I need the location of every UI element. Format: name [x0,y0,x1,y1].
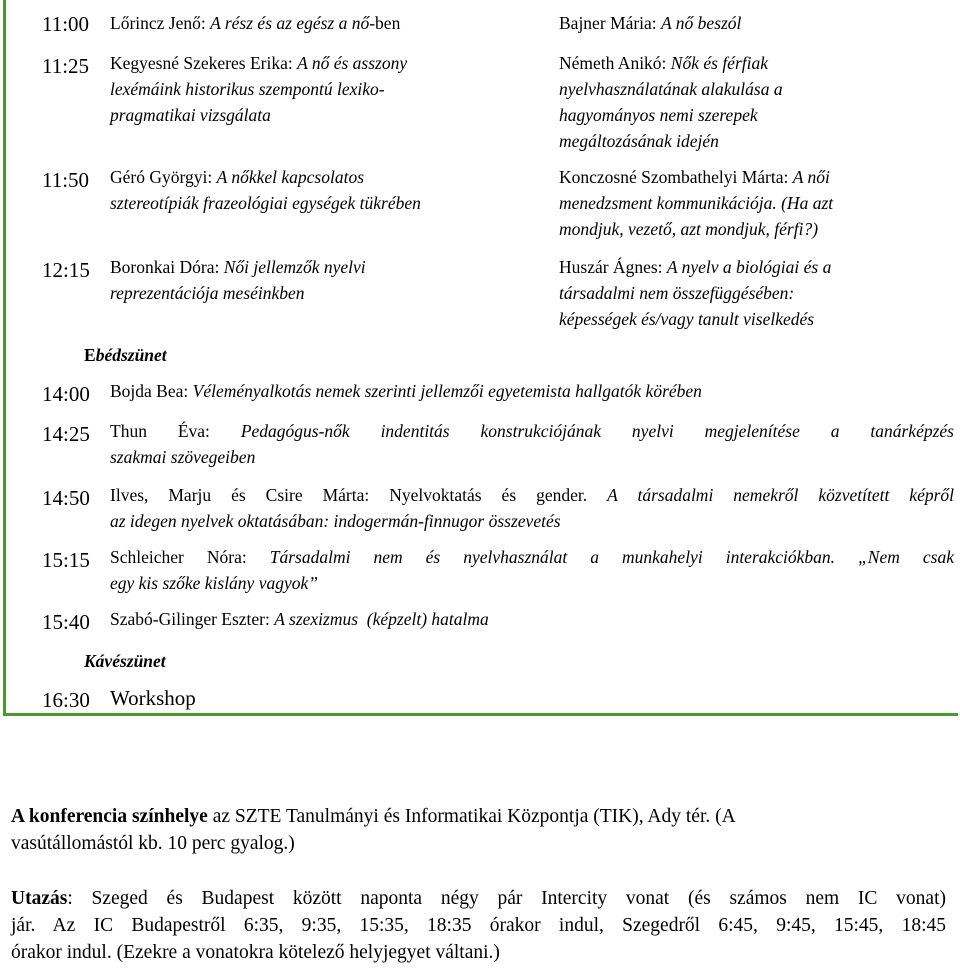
title-line: pragmatikai vizsgálata [110,105,271,125]
talk-1215-right [559,254,831,332]
author: Bajner Mária: [559,13,662,33]
time-1125: 11:25 [42,54,90,78]
title-line: reprezentációja meséinkben [110,283,305,303]
schedule-panel [3,0,958,716]
author: Bojda Bea: [110,381,193,401]
title-line: sztereotípiák frazeológiai egységek tükrében [110,193,421,213]
title: Pedagógus-nők indentitás konstrukciójának nyelvi megjelenítése a tanárképzés [240,421,954,441]
title: A nő és asszony [297,53,408,73]
time-1150: 11:50 [42,168,90,192]
author: Géró Györgyi: [110,167,217,187]
title: A női [792,167,830,187]
talk-1215-left [110,254,366,306]
talk-1100-left [110,10,400,36]
venue-text-line: vasútállomástól kb. 10 perc gyalog.) [11,833,295,854]
author: Thun Éva: [110,421,241,441]
workshop: Workshop [110,686,196,710]
time-1515: 15:15 [42,548,90,572]
title: A nyelv a biológiai és a [666,257,832,277]
title-line: nyelvhasználatának alakulása a [559,79,783,99]
coffee-label: Kávészünet [84,651,166,671]
title-line: társadalmi nem összefüggésében: [559,283,795,303]
title: A társadalmi nemekről közvetített képről [607,485,955,505]
title: Női jellemzők nyelvi [223,257,366,277]
title: Véleményalkotás nemek szerinti jellemzői egyetemista hallgatók körében [192,381,702,401]
title: A nőkkel kapcsolatos [216,167,365,187]
lunch-initial: E [84,345,96,365]
travel-paragraph [11,885,946,966]
talk-1540 [110,606,489,632]
author: Lőrincz Jenő: [110,13,211,33]
title-line: egy kis szőke kislány vagyok” [110,573,318,593]
title-line: hagyományos nemi szerepek [559,105,758,125]
author: Ilves, Marju és Csire Márta: [110,485,390,505]
venue-paragraph [11,803,946,857]
venue-label: A konferencia színhelye [11,806,208,827]
title: Társadalmi nem és nyelvhasználat a munkahelyi interakciókban. „Nem csak [269,547,954,567]
time-1400: 14:00 [42,382,90,406]
title: Nők és férfiak [670,53,768,73]
time-1425: 14:25 [42,422,90,446]
title-line: az idegen nyelvek oktatásában: indogermán-finnugor összevetés [110,511,561,531]
title: A szexizmus (képzelt) hatalma [274,609,489,629]
talk-1150-left [110,164,421,216]
author: Szabó-Gilinger Eszter: [110,609,275,629]
author: Schleicher Nóra: [110,547,270,567]
talk-1450 [110,482,954,534]
talk-1125-right [559,50,783,154]
talk-1400 [110,378,702,404]
travel-label: Utazás [11,888,68,909]
author: Konczosné Szombathelyi Márta: [559,167,793,187]
talk-1125-left [110,50,407,128]
author: Kegyesné Szekeres Erika: [110,53,298,73]
coffee-break [84,648,166,674]
lunch-break [84,342,167,368]
talk-1150-right [559,164,833,242]
time-1630: 16:30 [42,688,90,712]
lunch-rest: bédszünet [95,345,167,365]
author: Németh Anikó: [559,53,671,73]
talk-1100-right [559,10,741,36]
author: Huszár Ágnes: [559,257,667,277]
time-1100: 11:00 [42,12,90,36]
title-suffix: -ben [369,13,401,33]
title-line: lexémáink historikus szempontú lexiko- [110,79,385,99]
title: A nő beszól [661,13,742,33]
title-line: megáltozásának idején [559,131,719,151]
travel-text-line: órakor indul. (Ezekre a vonatokra kötelező helyjegyet váltani.) [11,942,500,963]
travel-text-line: jár. Az IC Budapestről 6:35, 9:35, 15:35, 18:35 órakor indul, Szegedről 6:45, 9:45, 15:45, 18:45 [11,915,946,936]
title-line: szakmai szövegeiben [110,447,256,467]
talk-1515 [110,544,954,596]
time-1215: 12:15 [42,258,90,282]
author: Boronkai Dóra: [110,257,224,277]
time-1450: 14:50 [42,486,90,510]
talk-1425 [110,418,954,470]
time-1540: 15:40 [42,610,90,634]
travel-text: : Szeged és Budapest között naponta négy pár Intercity vonat (és számos nem IC vonat) [67,888,946,909]
title-line: képességek és/vagy tanult viselkedés [559,309,815,329]
plain-title: Nyelvoktatás és gender. [389,485,608,505]
title-line: mondjuk, vezető, azt mondjuk, férfi?) [559,219,819,239]
venue-text: az SZTE Tanulmányi és Informatikai Központja (TIK), Ady tér. (A [207,806,736,827]
title: A rész és az egész a nő [210,13,370,33]
title-line: menedzsment kommunikációja. (Ha azt [559,193,834,213]
